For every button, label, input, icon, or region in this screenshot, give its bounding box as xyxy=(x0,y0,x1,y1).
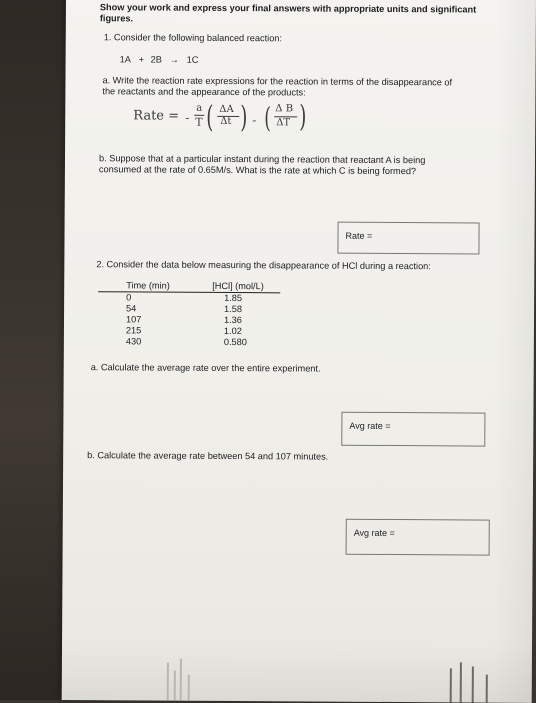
part-1b-line-2: consumed at the rate of 0.65M/s. What is the rate at which C is being formed? xyxy=(98,164,417,177)
table-cell-conc: 1.58 xyxy=(224,303,242,315)
question-2-title: 2. Consider the data below measuring the disappearance of HCl during a reaction: xyxy=(96,259,431,272)
instructions-line-2: figures. xyxy=(99,13,134,24)
table-cell-time: 0 xyxy=(126,292,132,303)
hand-delta-b: Δ B xyxy=(275,103,294,115)
product-c: 1C xyxy=(186,54,199,65)
table-cell-conc: 1.36 xyxy=(223,314,242,326)
avg-rate-label-b: Avg rate = xyxy=(353,527,395,539)
plus-sign: + xyxy=(138,54,145,65)
part-2b-text: b. Calculate the average rate between 54 and 107 minutes. xyxy=(87,450,329,462)
hand-left-paren-1: ( xyxy=(206,99,214,135)
worksheet-page xyxy=(62,0,536,703)
hand-coefficient-den: T xyxy=(195,115,203,129)
background-carpet xyxy=(0,0,66,700)
hand-delta-t-2: ΔT xyxy=(276,117,291,129)
hand-left-paren-2: ( xyxy=(264,101,271,135)
hand-right-paren-2: ) xyxy=(299,99,307,135)
table-header-hcl: [HCl] (mol/L) xyxy=(212,280,264,292)
table-cell-time: 430 xyxy=(125,336,142,347)
part-1b-line-1: b. Suppose that at a particular instant during the reaction that reactant A is being xyxy=(98,153,426,166)
hand-coefficient-num: a xyxy=(196,102,203,114)
instructions-line-1: Show your work and express your final answers with appropriate units and significant xyxy=(99,2,477,15)
hand-minus: - xyxy=(252,113,257,128)
hand-right-paren-1: ) xyxy=(240,100,248,136)
part-1a-line-2: the reactants and the appearance of the products: xyxy=(102,86,306,98)
table-cell-time: 107 xyxy=(125,314,142,325)
table-cell-conc: 1.02 xyxy=(223,325,242,337)
part-1a-line-1: a. Write the reaction rate expressions for the reaction in terms of the disappearance of xyxy=(102,75,453,88)
part-2a-text: a. Calculate the average rate over the entire experiment. xyxy=(90,362,321,374)
table-cell-conc: 1.85 xyxy=(224,292,243,304)
table-cell-conc: 0.580 xyxy=(223,336,247,348)
reactant-b: 2B xyxy=(150,54,162,65)
avg-rate-answer-box-b[interactable] xyxy=(346,519,490,556)
avg-rate-answer-box-a[interactable] xyxy=(341,412,485,447)
avg-rate-label-a: Avg rate = xyxy=(349,420,391,431)
hand-delta-t: Δt xyxy=(220,115,232,128)
table-header-time: Time (min) xyxy=(126,280,170,291)
question-1-title: 1. Consider the following balanced reaction: xyxy=(103,32,283,44)
hand-delta-a: ΔA xyxy=(219,103,234,116)
table-cell-time: 54 xyxy=(126,303,137,314)
hand-neg-sign: - xyxy=(185,110,190,125)
reactant-a: 1A xyxy=(119,54,131,65)
rate-answer-label: Rate = xyxy=(345,230,373,241)
hand-rate-label: Rate = xyxy=(133,108,180,124)
table-cell-time: 215 xyxy=(125,325,142,336)
rate-answer-box[interactable] xyxy=(337,222,479,255)
reaction-arrow: → xyxy=(169,54,179,65)
